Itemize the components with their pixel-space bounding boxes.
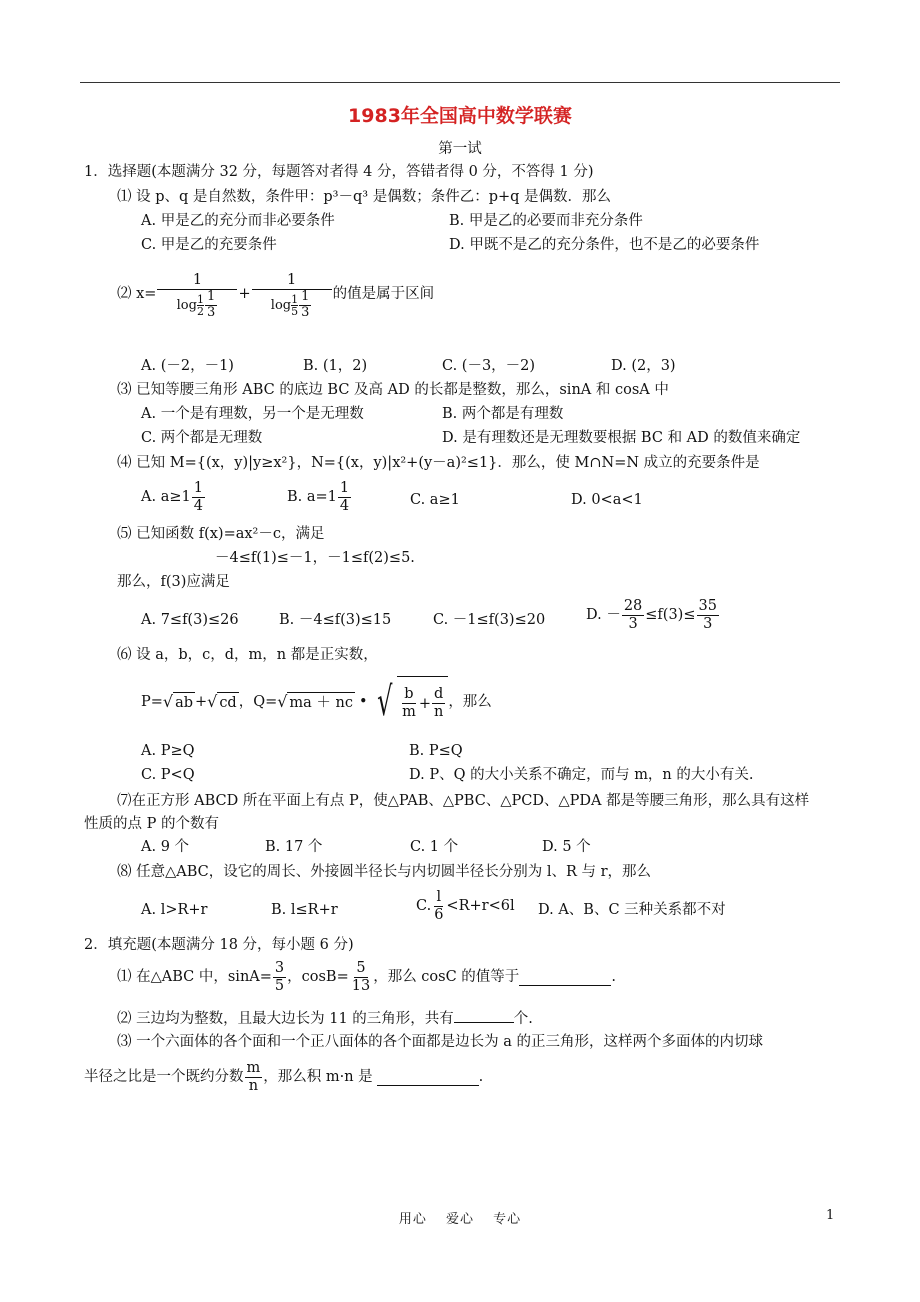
radicand: cd	[217, 692, 238, 713]
question-8: ⑻ 任意△ABC，设它的周长、外接圆半径长与内切圆半径长分别为 l、R 与 r，那么	[117, 864, 652, 880]
fraction	[432, 889, 445, 923]
question-1: ⑴ 设 p、q 是自然数，条件甲：p³－q³ 是偶数；条件乙：p+q 是偶数．那么	[117, 189, 612, 205]
answer-blank[interactable]	[519, 969, 611, 986]
numerator: 1	[339, 480, 350, 496]
denominator: 4	[339, 497, 350, 514]
page-number: 1	[826, 1208, 835, 1223]
question-text: ，那么积 m·n 是	[263, 1069, 373, 1086]
question-8-option-d: D. A、B、C 三种关系都不对	[538, 902, 726, 918]
period: .	[611, 969, 616, 986]
question-8-option-b: B. l≤R+r	[271, 902, 338, 918]
p-label: P=	[141, 694, 163, 710]
question-6-option-d: D. P、Q 的大小关系不确定，而与 m，n 的大小有关.	[409, 767, 754, 783]
numerator: 35	[698, 598, 717, 614]
question-3-option-d: D. 是有理数还是无理数要根据 BC 和 AD 的数值来确定	[442, 430, 801, 446]
denominator: 3	[628, 615, 638, 632]
denominator: 13	[351, 977, 371, 994]
question-3-option-a: A. 一个是有理数，另一个是无理数	[141, 406, 364, 422]
period: .	[478, 1069, 484, 1086]
denominator: 6	[434, 906, 444, 923]
fraction-numerator: 1	[252, 272, 332, 290]
fraction	[400, 686, 418, 720]
sqrt-ab: √ ab	[162, 691, 193, 711]
question-3-option-c: C. 两个都是无理数	[141, 430, 263, 446]
question-7-cont: 性质的点 P 的个数有	[84, 816, 219, 832]
numerator: 1	[193, 480, 203, 496]
question-3: ⑶ 已知等腰三角形 ABC 的底边 BC 及高 AD 的长都是整数，那么，sinA 和 cosA 中	[117, 382, 669, 398]
question-4-option-a	[141, 480, 206, 514]
option-text: ≤f(3)≤	[645, 607, 696, 624]
option-text: D. －	[586, 607, 621, 624]
question-5: ⑸ 已知函数 f(x)=ax²－c，满足	[117, 526, 325, 542]
fraction	[432, 686, 445, 720]
fill-question-2	[117, 1008, 533, 1029]
question-4-option-c: C. a≥1	[410, 492, 460, 508]
numerator: 28	[623, 598, 643, 614]
denominator: n	[248, 1077, 259, 1094]
question-5-option-d	[586, 598, 720, 632]
question-3-option-b: B. 两个都是有理数	[442, 406, 564, 422]
arg-den: 3	[301, 304, 310, 320]
question-6-option-a: A. P≥Q	[141, 743, 195, 759]
question-5-option-b: B. －4≤f(3)≤15	[279, 612, 392, 628]
numerator: b	[404, 686, 414, 703]
option-text: <R+r<6l	[446, 898, 515, 915]
question-text: ⑵ 三边均为整数，且最大边长为 11 的三角形，共有	[117, 1011, 454, 1027]
radicand: ab	[173, 692, 195, 713]
log-base	[291, 294, 298, 317]
question-text: ⑴ 在△ABC 中，sinA=	[117, 969, 272, 986]
denominator: m	[402, 704, 416, 720]
question-2-option-b: B. (1，2)	[303, 358, 368, 374]
fraction	[273, 960, 286, 994]
question-2	[117, 272, 434, 321]
section-subtitle: 第一试	[438, 141, 482, 157]
fraction	[245, 1060, 263, 1094]
base-num: 1	[291, 292, 299, 306]
question-8-option-c	[416, 889, 515, 923]
fraction	[697, 598, 719, 632]
question-text: 个.	[513, 1011, 533, 1027]
question-2-suffix: 的值是属于区间	[332, 286, 435, 302]
question-text: ，cosB=	[287, 969, 349, 986]
question-1-option-b: B. 甲是乙的必要而非充分条件	[449, 213, 643, 229]
numerator: d	[433, 686, 444, 703]
answer-blank[interactable]	[454, 1008, 514, 1023]
plus-sign: +	[195, 694, 208, 710]
question-7: ⑺在正方形 ABCD 所在平面上有点 P，使△PAB、△PBC、△PCD、△PDA 都是等腰三角形，那么具有这样	[117, 793, 810, 809]
fraction-denominator	[269, 290, 315, 321]
fraction	[622, 598, 644, 632]
question-2-option-c: C. (－3，－2)	[442, 358, 536, 374]
fraction	[192, 480, 205, 514]
question-7-option-c: C. 1 个	[410, 839, 459, 855]
option-text: A. a≥1	[141, 489, 191, 506]
radicand	[397, 676, 448, 728]
question-1-option-d: D. 甲既不是乙的充分条件，也不是乙的必要条件	[449, 237, 760, 253]
question-6: ⑹ 设 a，b，c，d，m，n 都是正实数，	[117, 647, 378, 663]
base-den: 2	[196, 304, 204, 318]
q-label: ，Q=	[238, 694, 278, 710]
fraction	[350, 960, 372, 994]
page-title: 1983年全国高中数学联赛	[348, 105, 572, 127]
question-5-then: 那么，f(3)应满足	[117, 574, 230, 590]
question-1-option-a: A. 甲是乙的充分而非必要条件	[141, 213, 335, 229]
numerator: 5	[356, 960, 366, 976]
question-5-condition: －4≤f(1)≤－1，－1≤f(2)≤5.	[215, 550, 415, 566]
fill-question-3: ⑶ 一个六面体的各个面和一个正八面体的各个面都是边长为 a 的正三角形，这样两个多面体的内切球	[117, 1034, 763, 1050]
fill-question-3-cont	[84, 1060, 483, 1094]
fraction	[338, 480, 351, 514]
section-1-heading: 1．选择题(本题满分 32 分，每题答对者得 4 分，答错者得 0 分，不答得 1 分)	[84, 164, 594, 180]
denominator: n	[433, 704, 444, 720]
question-5-option-a: A. 7≤f(3)≤26	[141, 612, 239, 628]
answer-blank[interactable]	[377, 1069, 479, 1086]
question-7-option-a: A. 9 个	[141, 839, 190, 855]
question-7-option-b: B. 17 个	[265, 839, 323, 855]
question-2-option-d: D. (2，3)	[611, 358, 676, 374]
sqrt-ma-nc: √ ma ＋ nc	[277, 691, 353, 711]
page-footer: 用心 爱心 专心	[398, 1212, 522, 1227]
log-base	[197, 294, 204, 317]
question-text: ，那么 cosC 的值等于	[373, 969, 520, 986]
plus-sign: +	[418, 695, 431, 712]
fill-question-1	[117, 960, 616, 994]
question-1-option-c: C. 甲是乙的充要条件	[141, 237, 277, 253]
header-rule	[80, 82, 840, 83]
question-2-fraction-2	[252, 272, 332, 321]
denominator: 4	[193, 497, 203, 514]
denominator: 3	[703, 615, 713, 632]
log-arg	[205, 290, 217, 321]
question-7-option-d: D. 5 个	[542, 839, 591, 855]
question-8-option-a: A. l>R+r	[141, 902, 208, 918]
sqrt-b-m-d-n: √ $\frac{b}{m}$ + $\frac{d}{n}$	[372, 676, 449, 728]
question-4: ⑷ 已知 M={(x，y)|y≥x²}，N={(x，y)|x²+(y－a)²≤1}．那么，使 M∩N=N 成立的充要条件是	[117, 455, 760, 471]
option-text: C.	[416, 898, 432, 915]
numerator: m	[246, 1060, 261, 1076]
arg-num: 1	[301, 288, 310, 304]
expr-end: ，那么	[448, 694, 492, 710]
question-4-option-d: D. 0<a<1	[571, 492, 643, 508]
base-num: 1	[196, 292, 204, 306]
question-2-prefix: ⑵ x=	[117, 286, 157, 302]
numerator: 3	[274, 960, 285, 976]
question-6-option-c: C. P<Q	[141, 767, 195, 783]
question-6-option-b: B. P≤Q	[409, 743, 463, 759]
section-2-heading: 2．填充题(本题满分 18 分，每小题 6 分)	[84, 937, 354, 953]
question-text: 半径之比是一个既约分数	[84, 1069, 244, 1086]
base-den: 5	[291, 304, 299, 318]
question-2-fraction-1	[157, 272, 237, 321]
arg-num: 1	[206, 288, 216, 304]
arg-den: 3	[206, 304, 216, 320]
log-text: log	[270, 297, 292, 313]
sqrt-cd: √ cd	[207, 691, 237, 711]
plus-sign: +	[238, 286, 251, 302]
radicand: ma ＋ nc	[287, 692, 355, 713]
numerator: l	[436, 889, 442, 905]
fraction-numerator: 1	[157, 272, 237, 290]
question-2-option-a: A. (－2，－1)	[141, 358, 234, 374]
log-text: log	[176, 297, 197, 313]
fraction-denominator	[175, 290, 221, 321]
denominator: 5	[274, 977, 285, 994]
multiply-dot: •	[359, 694, 368, 710]
option-text: B. a=1	[287, 489, 337, 506]
question-4-option-b	[287, 480, 352, 514]
question-6-expression	[141, 676, 492, 728]
question-5-option-c: C. －1≤f(3)≤20	[433, 612, 546, 628]
log-arg	[299, 290, 311, 321]
